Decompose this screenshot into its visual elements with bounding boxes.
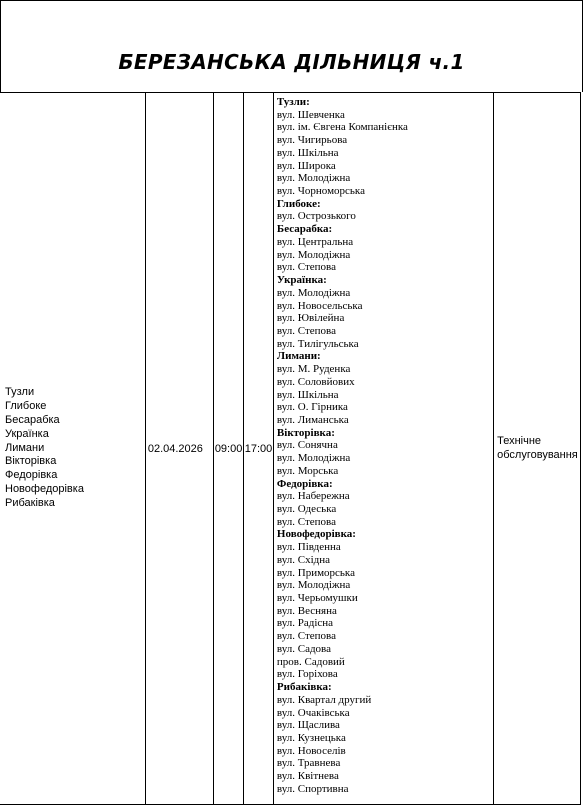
village-heading: Вікторівка:: [276, 426, 335, 439]
village-name: Бесарабка: [5, 414, 60, 426]
street-name: вул. Садова: [276, 642, 331, 655]
street-name: вул. Морська: [276, 464, 339, 477]
street-name: вул. Чигирьова: [276, 134, 348, 147]
service-type-cell: [494, 93, 581, 805]
street-name: вул. Молодіжна: [276, 452, 351, 465]
street-name: вул. Лиманська: [276, 413, 349, 426]
street-name: вул. Широка: [276, 159, 336, 172]
street-name: вул. Молодіжна: [276, 286, 351, 299]
streets-list: [277, 96, 493, 796]
service-type: [497, 435, 580, 462]
village-heading: Тузли:: [276, 96, 310, 108]
street-name: вул. Степова: [276, 324, 336, 337]
village-heading: Федорівка:: [276, 477, 333, 490]
street-name: вул. Центральна: [276, 235, 354, 248]
street-name: вул. Набережна: [276, 490, 350, 503]
street-name: вул. Радісна: [276, 617, 334, 630]
street-name: пров. Садовий: [276, 655, 345, 668]
street-name: вул. Чорноморська: [276, 185, 365, 198]
street-name: вул. Сонячна: [276, 439, 338, 452]
street-name: вул. Щаслива: [276, 719, 340, 732]
village-name: Лимани: [5, 441, 45, 454]
date-cell: 02.04.2026: [145, 93, 213, 805]
village-name: Глибоке: [5, 400, 47, 413]
street-name: вул. Спортивна: [276, 782, 349, 795]
top-frame-line: [0, 0, 583, 1]
schedule-table: [0, 92, 581, 805]
village-heading: Новофедорівка:: [276, 528, 356, 541]
street-name: вул. Шевченка: [276, 108, 345, 121]
village-name: Тузли: [5, 386, 35, 399]
left-frame-line: [0, 0, 1, 92]
street-name: вул. Черьомушки: [276, 592, 358, 605]
start-time-cell: 09:00: [214, 93, 244, 805]
village-heading: Лимани:: [276, 350, 321, 363]
street-name: вул. Кузнецька: [276, 731, 346, 744]
street-name: вул. Соловйових: [276, 375, 355, 388]
street-name: вул. Одеська: [276, 503, 337, 515]
street-name: вул. Приморська: [276, 566, 355, 579]
page-title: БЕРЕЗАНСЬКА ДІЛЬНИЦЯ ч.1: [118, 50, 465, 74]
village-name: Новофедорівка: [5, 482, 84, 495]
street-name: вул. Квартал другий: [276, 693, 372, 706]
service-type-line: обслуговування: [497, 448, 578, 461]
streets-cell: [273, 93, 493, 805]
street-name: вул. Степова: [276, 630, 336, 643]
street-name: вул. Новосельська: [276, 299, 363, 312]
village-heading: Українка:: [276, 274, 327, 287]
street-name: вул. Степова: [276, 261, 336, 274]
village-heading: Бесарабка:: [276, 223, 333, 236]
service-type-line: Технічне: [497, 435, 542, 447]
street-name: вул. Травнева: [276, 757, 341, 770]
villages-list: [5, 386, 145, 510]
street-name: вул. Ювілейна: [276, 312, 345, 325]
street-name: вул. Весняна: [276, 604, 337, 617]
street-name: вул. Очаківська: [276, 706, 350, 719]
street-name: вул. Горіхова: [276, 668, 338, 681]
street-name: вул. Новоселів: [276, 744, 346, 757]
street-name: вул. Степова: [276, 515, 336, 528]
street-name: вул. М. Руденка: [276, 363, 351, 376]
street-name: вул. Шкільна: [276, 146, 339, 159]
village-name: Вікторівка: [5, 455, 57, 468]
village-name: Рибаківка: [5, 496, 55, 509]
village-name: Українка: [5, 427, 49, 440]
street-name: вул. ім. Євгена Компанієнка: [276, 121, 408, 134]
street-name: вул. Тилігульська: [276, 337, 359, 350]
street-name: вул. Квітнева: [276, 770, 339, 783]
village-name: Федорівка: [5, 469, 58, 482]
street-name: вул. Молодіжна: [276, 248, 351, 261]
village-heading: Рибаківка:: [276, 681, 332, 694]
street-name: вул. Південна: [276, 541, 341, 554]
street-name: вул. Молодіжна: [276, 172, 351, 185]
table-row: [0, 93, 581, 805]
street-name: вул. Східна: [276, 553, 331, 566]
village-heading: Глибоке:: [276, 197, 321, 210]
street-name: вул. О. Гірника: [276, 401, 348, 414]
street-name: вул. Острозького: [276, 210, 356, 223]
street-name: вул. Молодіжна: [276, 579, 351, 592]
end-time-cell: 17:00: [244, 93, 274, 805]
villages-cell: [0, 93, 145, 805]
street-name: вул. Шкільна: [276, 388, 339, 401]
